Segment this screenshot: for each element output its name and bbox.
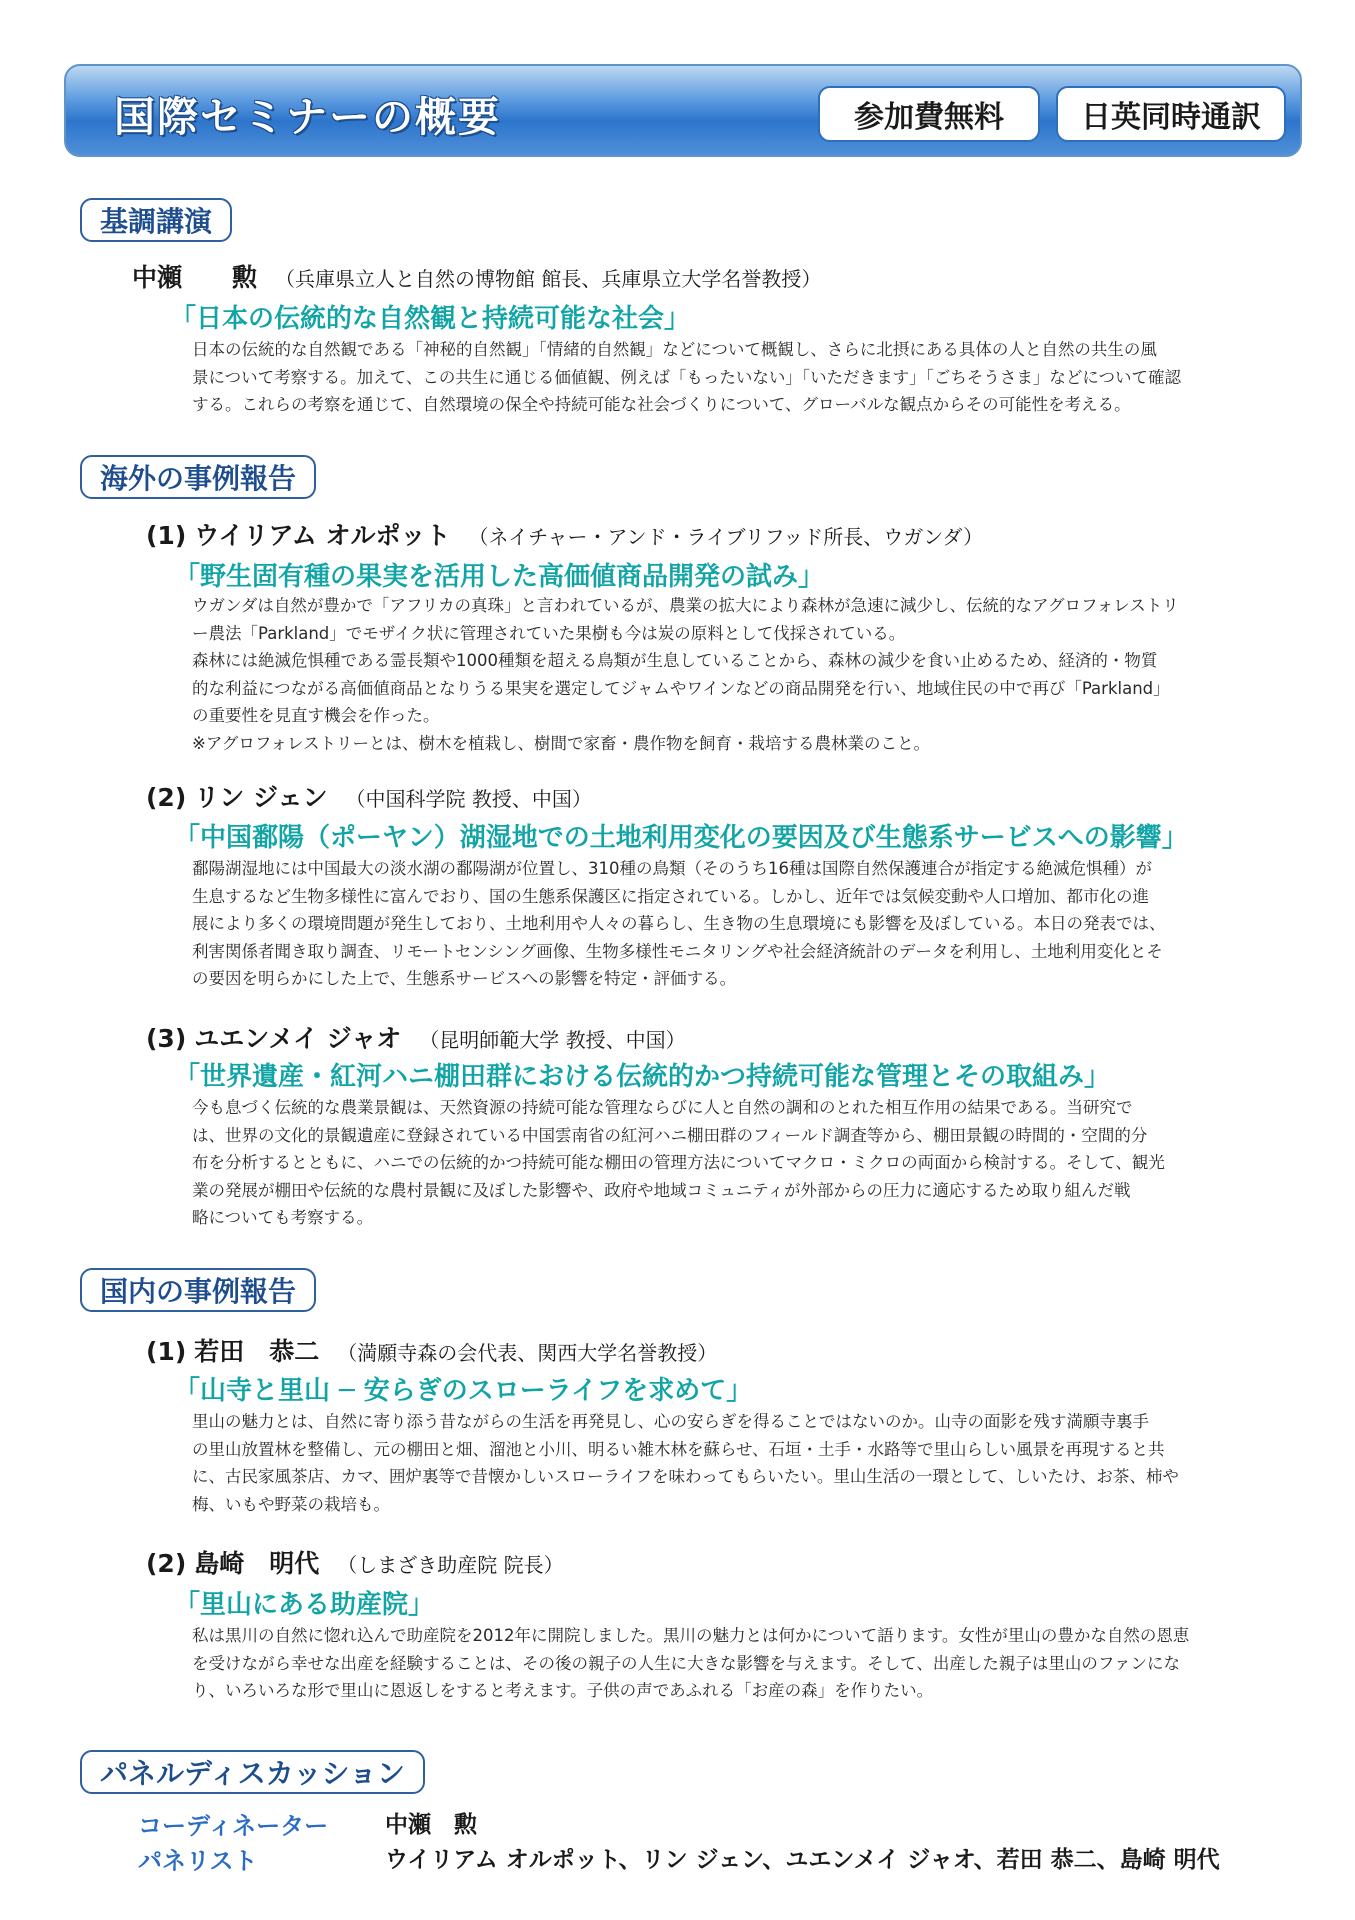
coordinator-name: 中瀬 勲 (385, 1812, 477, 1838)
keynote-speaker (132, 258, 821, 294)
page-title: 国際セミナーの概要 (114, 93, 501, 141)
speaker-name: ウイリアム オルポット (194, 521, 451, 550)
speaker-name: 中瀬 勲 (132, 263, 258, 292)
abstract-line: 梅、いもや野菜の栽培も。 (192, 1494, 390, 1514)
speaker-affiliation: （兵庫県立人と自然の博物館 館長、兵庫県立大学名誉教授） (275, 267, 822, 291)
panelists-label: パネリスト (138, 1847, 258, 1875)
abstract-line: 鄱陽湖湿地には中国最大の淡水湖の鄱陽湖が位置し、310種の鳥類（そのうち16種は国際自然保護連合が指定する絶滅危惧種）が (192, 859, 1152, 878)
talk-title: 「世界遺産・紅河ハニ棚田群における伝統的かつ持続可能な管理とその取組み」 (174, 1062, 1111, 1092)
speaker-affiliation: （中国科学院 教授、中国） (345, 787, 592, 811)
speaker-number: (3) (146, 1024, 187, 1053)
section-heading-overseas: 海外の事例報告 (80, 455, 316, 499)
abstract-line: ー農法「Parkland」でモザイク状に管理されていた果樹も今は炭の原料として伐採されている。 (192, 623, 906, 643)
talk-title: 「里山にある助産院」 (174, 1590, 435, 1620)
overseas-speaker-3 (146, 1019, 686, 1055)
abstract-line: に、古民家風茶店、カマ、囲炉裏等で昔懐かしいスローライフを味わってもらいたい。里山生活の一環として、しいたけ、お茶、柿や (192, 1467, 1179, 1486)
speaker-number: (1) (146, 521, 187, 550)
speaker-affiliation: （昆明師範大学 教授、中国） (419, 1028, 686, 1052)
abstract-line: 私は黒川の自然に惚れ込んで助産院を2012年に開院しました。黒川の魅力とは何かについて語ります。女性が里山の豊かな自然の恩恵 (192, 1626, 1190, 1645)
section-heading-keynote: 基調講演 (80, 198, 232, 242)
domestic-speaker-2 (146, 1544, 564, 1580)
coordinator-label: コーディネーター (138, 1812, 329, 1840)
talk-abstract (192, 1408, 1179, 1518)
talk-abstract (192, 1094, 1165, 1232)
abstract-line: 利害関係者聞き取り調査、リモートセンシング画像、生物多様性モニタリングや社会経済統計のデータを利用し、土地利用変化とそ (192, 941, 1163, 961)
abstract-line: の重要性を見直す機会を作った。 (192, 706, 440, 725)
speaker-name: ユエンメイ ジャオ (194, 1024, 402, 1053)
speaker-name: リン ジェン (194, 783, 328, 812)
abstract-line: の里山放置林を整備し、元の棚田と畑、溜池と小川、明るい雑木林を蘇らせ、石垣・土手・水路等で里山らしい風景を再現すると共 (192, 1439, 1165, 1459)
talk-title: 「野生固有種の果実を活用した高価値商品開発の試み」 (174, 562, 825, 592)
section-heading-panel: パネルディスカッション (80, 1750, 425, 1794)
abstract-line: 業の発展が棚田や伝統的な農村景観に及ぼした影響や、政府や地域コミュニティが外部からの圧力に適応するため取り組んだ戦 (192, 1180, 1131, 1200)
abstract-line: 今も息づく伝統的な農業景観は、天然資源の持続可能な管理ならびに人と自然の調和のとれた相互作用の結果である。当研究で (192, 1098, 1133, 1117)
abstract-line: する。これらの考察を通じて、自然環境の保全や持続可能な社会づくりについて、グローバルな観点からその可能性を考える。 (192, 395, 1131, 414)
talk-abstract (192, 336, 1181, 419)
speaker-affiliation: （ネイチャー・アンド・ライブリフッド所長、ウガンダ） (468, 525, 984, 549)
abstract-line: 景について考察する。加えて、この共生に通じる価値観、例えば「もったいない」「いただきます」「ごちそうさま」などについて確認 (192, 367, 1182, 387)
abstract-line: ウガンダは自然が豊かで「アフリカの真珠」と言われているが、農業の拡大により森林が急速に減少し、伝統的なアグロフォレストリ (192, 596, 1179, 615)
abstract-line: 布を分析するとともに、ハニでの伝統的かつ持続可能な棚田の管理方法についてマクロ・ミクロの両面から検討する。そして、観光 (192, 1153, 1165, 1172)
free-admission-badge: 参加費無料 (818, 86, 1040, 142)
abstract-line: 日本の伝統的な自然観である「神秘的自然観」「情緒的自然観」などについて概観し、さらに北摂にある具体の人と自然の共生の風 (192, 340, 1157, 359)
overseas-speaker-2 (146, 778, 592, 814)
speaker-affiliation: （満願寺森の会代表、関西大学名誉教授） (337, 1341, 718, 1365)
abstract-line: 里山の魅力とは、自然に寄り添う昔ながらの生活を再発見し、心の安らぎを得ることではないのか。山寺の面影を残す満願寺裏手 (192, 1412, 1149, 1431)
talk-abstract (192, 855, 1166, 993)
simultaneous-interpretation-badge: 日英同時通訳 (1056, 86, 1286, 142)
overseas-speaker-1 (146, 516, 983, 552)
abstract-line: 的な利益につながる高価値商品となりうる果実を選定してジャムやワインなどの商品開発を行い、地域住民の中で再び「Parkland」 (192, 678, 1170, 698)
abstract-line: り、いろいろな形で里山に恩返しをすると考えます。子供の声であふれる「お産の森」を作りたい。 (192, 1681, 934, 1700)
abstract-footnote: ※アグロフォレストリーとは、樹木を植栽し、樹間で家畜・農作物を飼育・栽培する農林業のこと。 (192, 733, 931, 753)
talk-title: 「中国鄱陽（ポーヤン）湖湿地での土地利用変化の要因及び生態系サービスへの影響」 (174, 823, 1188, 853)
panelists-names: ウイリアム オルポット、リン ジェン、ユエンメイ ジャオ、若田 恭二、島崎 明代 (385, 1847, 1220, 1873)
talk-title: 「山寺と里山 ─ 安らぎのスローライフを求めて」 (174, 1376, 753, 1406)
abstract-line: 森林には絶滅危惧種である霊長類や1000種類を超える鳥類が生息していることから、森林の減少を食い止めるため、経済的・物質 (192, 651, 1158, 670)
abstract-line: を受けながら幸せな出産を経験することは、その後の親子の人生に大きな影響を与えます。そして、出産した親子は里山のファンにな (192, 1653, 1181, 1673)
talk-abstract (192, 592, 1179, 757)
speaker-name: 島崎 明代 (194, 1549, 320, 1578)
abstract-line: の要因を明らかにした上で、生態系サービスへの影響を特定・評価する。 (192, 969, 737, 988)
abstract-line: は、世界の文化的景観遺産に登録されている中国雲南省の紅河ハニ棚田群のフィールド調査等から、棚田景観の時間的・空間的分 (192, 1125, 1148, 1145)
speaker-number: (1) (146, 1337, 187, 1366)
header-banner (64, 64, 1302, 157)
domestic-speaker-1 (146, 1332, 717, 1368)
abstract-line: 展により多くの環境問題が発生しており、土地利用や人々の暮らし、生き物の生息環境にも影響を及ぼしている。本日の発表では、 (192, 914, 1166, 933)
speaker-affiliation: （しまざき助産院 院長） (337, 1553, 564, 1577)
speaker-number: (2) (146, 1549, 187, 1578)
speaker-number: (2) (146, 783, 187, 812)
talk-abstract (192, 1622, 1189, 1705)
abstract-line: 略についても考察する。 (192, 1208, 374, 1227)
section-heading-domestic: 国内の事例報告 (80, 1268, 316, 1312)
talk-title: 「日本の伝統的な自然観と持続可能な社会」 (170, 304, 691, 334)
abstract-line: 生息するなど生物多様性に富んでおり、国の生態系保護区に指定されている。しかし、近年では気候変動や人口増加、都市化の進 (192, 886, 1149, 906)
speaker-name: 若田 恭二 (194, 1337, 320, 1366)
